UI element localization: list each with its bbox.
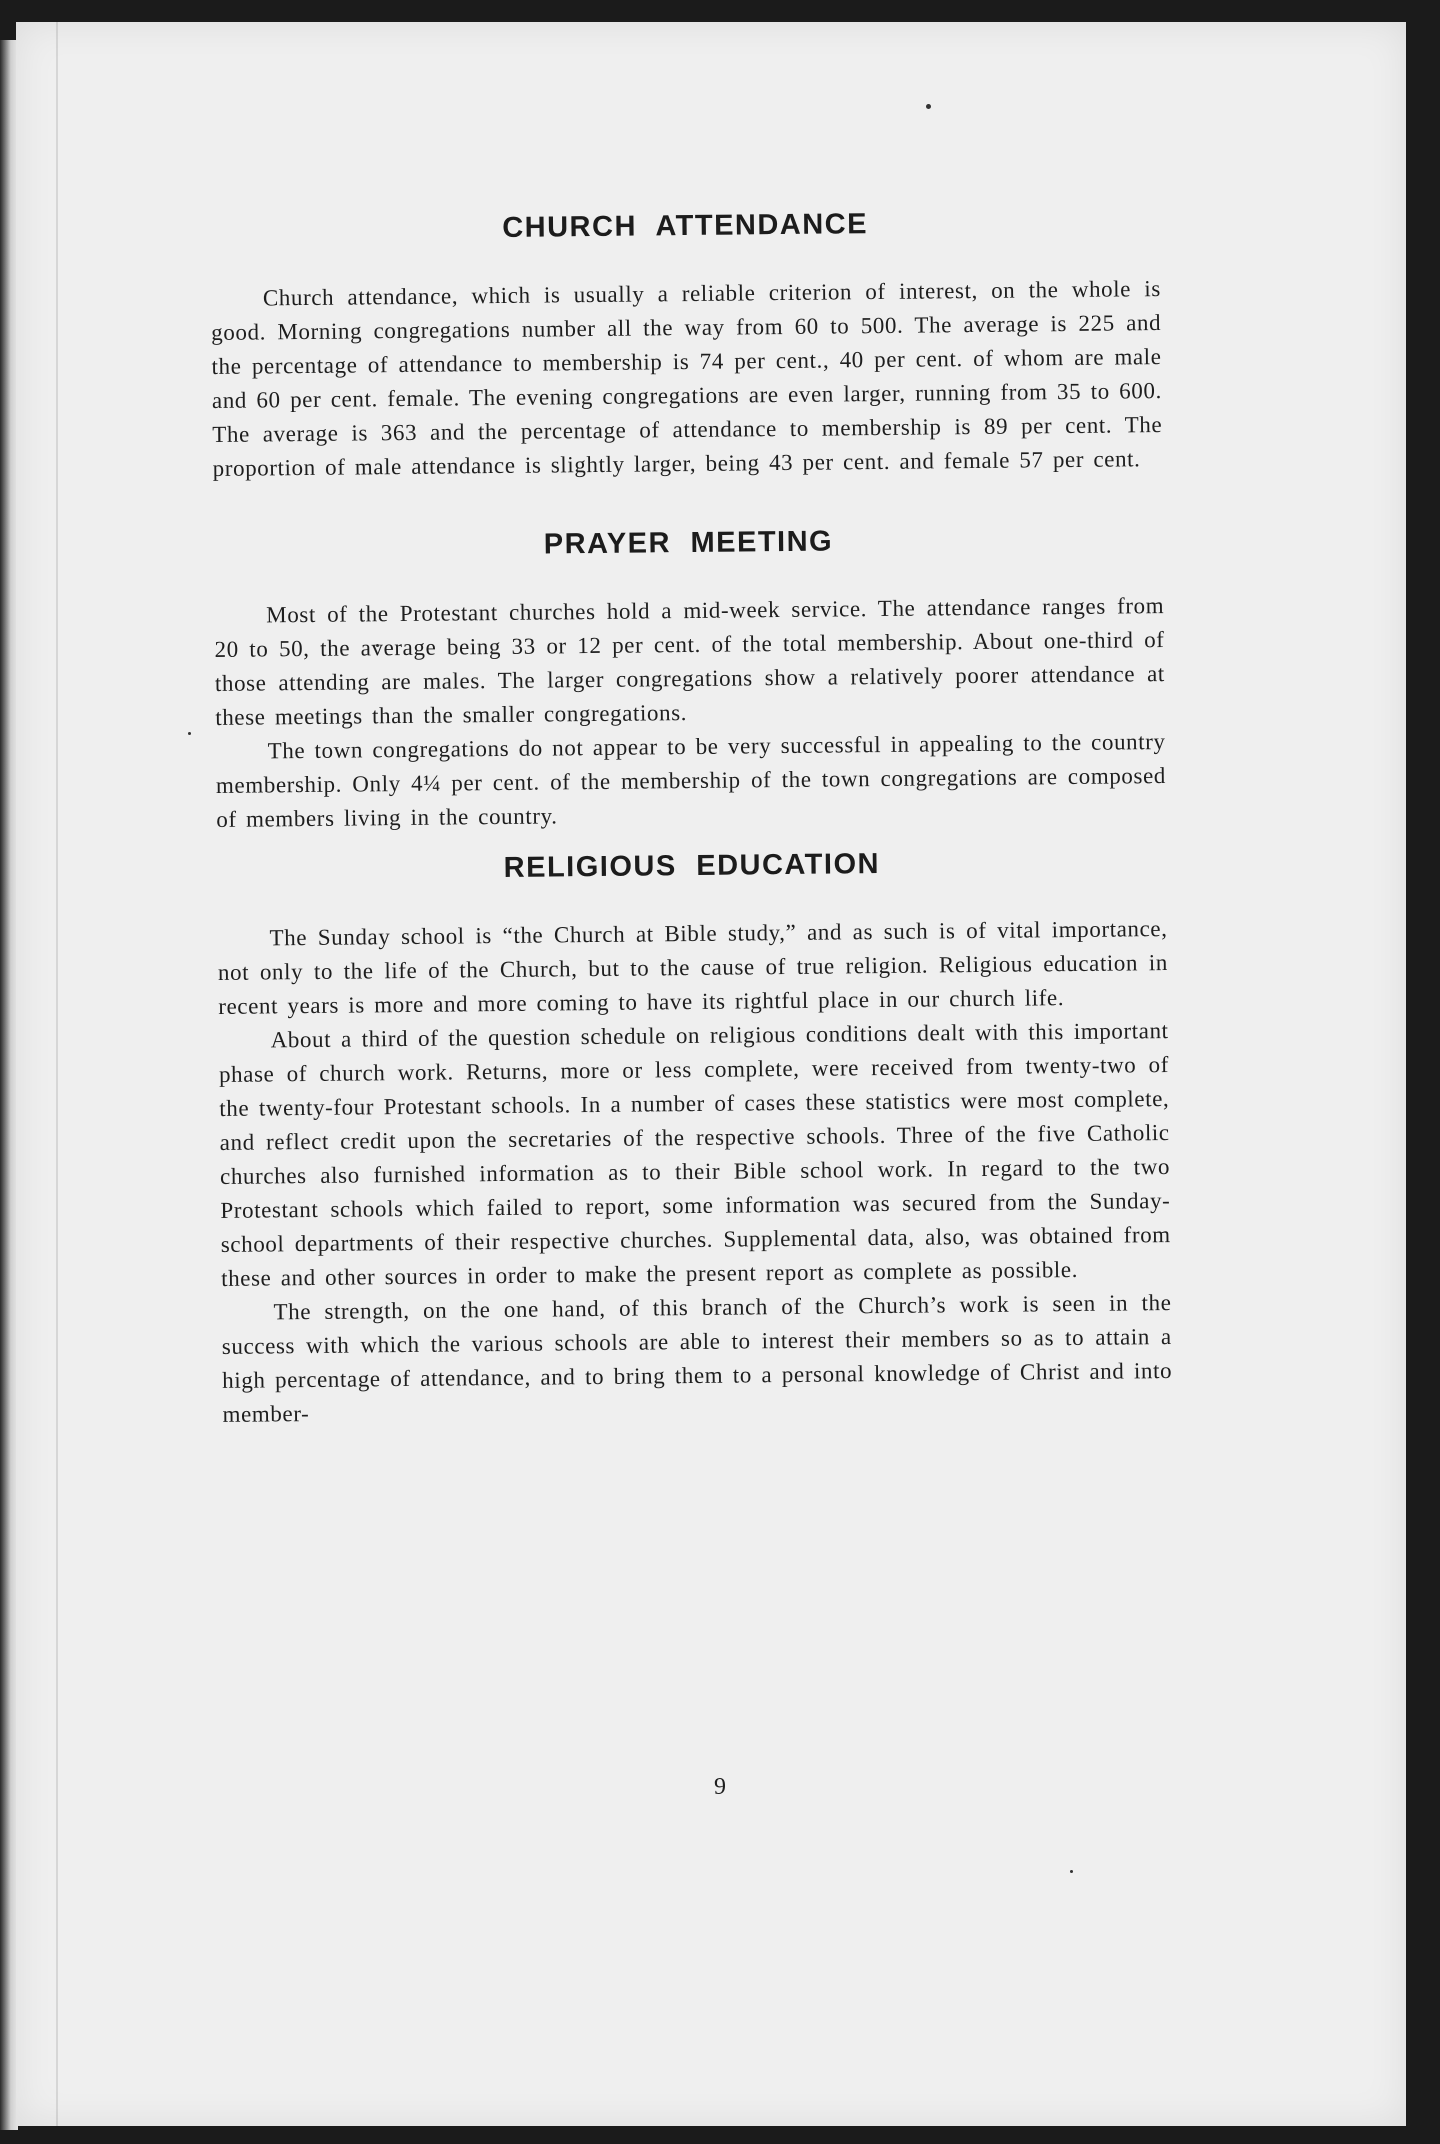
paragraph-prayer-meeting-2: The town congregations do not appear to be very successful in appealing to the country membership. Only 4¼ per cent. of the membership of the town congregations are composed of members living in the country. — [215, 729, 1167, 832]
section-heading-church-attendance: CHURCH ATTENDANCE — [502, 208, 869, 244]
page-content — [210, 205, 1173, 1432]
paper-speck — [1070, 1870, 1073, 1873]
section-heading-prayer-meeting: PRAYER MEETING — [543, 525, 834, 561]
paragraph-religious-education-1: The Sunday school is “the Church at Bible study,” and as such is of vital importance, not only to the life of the Church, but to the cause of true religion. Religious education in recent years is more and more coming to have its rightful place in our church life. — [217, 916, 1169, 1019]
page-fold-shadow — [56, 22, 58, 2126]
paper-speck — [926, 104, 931, 109]
paragraph-church-attendance: Church attendance, which is usually a reliable criterion of interest, on the whole is good. Morning congregations number all the way from 60 to 500. The average is 225 and the percentage of attendance to membership is 74 per cent., 40 per cent. of whom are male and 60 per cent. female. The evening congregations are even larger, running from 35 to 600. The average is 363 and the percentage of attendance to membership is 89 per cent. The proportion of male attendance is slightly larger, being 43 per cent. and female 57 per cent. — [211, 276, 1163, 481]
section-heading-religious-education: RELIGIOUS EDUCATION — [503, 848, 881, 884]
paper-speck — [188, 732, 191, 735]
paragraph-religious-education-2: About a third of the question schedule on religious conditions dealt with this important phase of church work. Returns, more or less complete, were received from twenty-two of the twenty-four Protestant schools. In a number of cases these statistics were most complete, and reflect credit upon the secretaries of the respective schools. Three of the five Catholic churches also furnished information as to their Bible school work. In regard to the two Protestant schools which failed to report, some information was secured from the Sunday-school departments of their respective churches. Supplemental data, also, was obtained from these and other sources in order to make the present report as complete as possible. — [218, 1018, 1171, 1291]
page-number: 9 — [714, 1774, 726, 1800]
paragraph-religious-education-3: The strength, on the one hand, of this branch of the Church’s work is seen in the success with which the various schools are able to interest their members so as to attain a high percentage of attendance, and to bring them to a personal knowledge of Christ and into member- — [221, 1289, 1173, 1427]
paragraph-prayer-meeting-1: Most of the Protestant churches hold a mid-week service. The attendance ranges from 20 to 50, the average being 33 or 12 per cent. of the total membership. About one-third of those attending are males. The larger congregations show a relatively poorer attendance at these meetings than the smaller congregations. — [214, 593, 1165, 730]
